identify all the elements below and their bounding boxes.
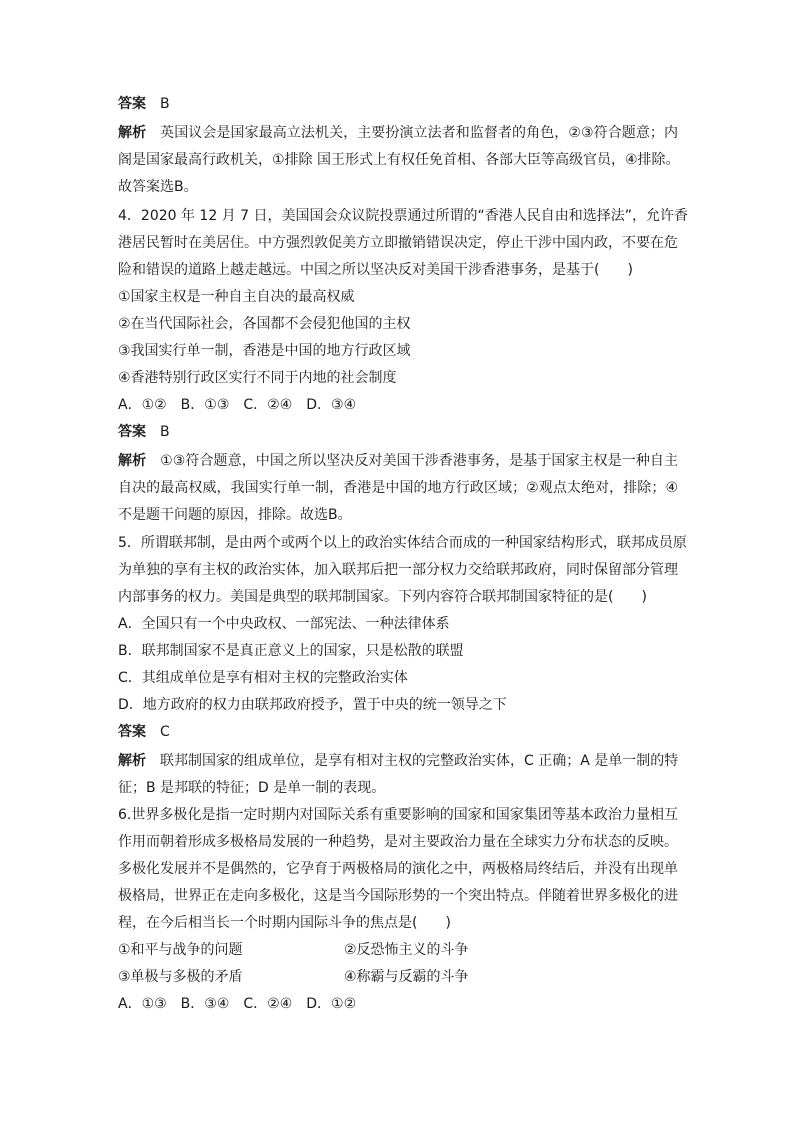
question-6-text: 程，在今后相当长一个时期内国际斗争的焦点是( ) [118, 915, 451, 931]
question-5-text: 为单独的享有主权的政治实体，加入联邦后把一部分权力交给联邦政府，同时保留部分管理 [118, 562, 678, 578]
answer-value: B [160, 424, 170, 440]
question-4-text: 港居民暂时在美居住。中方强烈敦促美方立即撤销错误决定，停止干涉中国内政，不要在危 [118, 235, 678, 251]
answer-label: 答案 [118, 96, 146, 112]
question-5-option: D．地方政府的权力由联邦政府授予，置于中央的统一领导之下 [118, 697, 507, 713]
explanation-text: ①③符合题意，中国之所以坚决反对美国干涉香港事务，是基于国家主权是一种自主 [160, 453, 678, 469]
explanation-line [118, 124, 678, 142]
question-5-option: C．其组成单位是享有相对主权的完整政治实体 [118, 670, 408, 686]
explanation-label: 解析 [118, 125, 147, 141]
explanation-text: 英国议会是国家最高立法机关，主要扮演立法者和监督者的角色，②③符合题意；内 [160, 125, 678, 141]
explanation-label: 解析 [118, 753, 146, 769]
explanation-label: 解析 [118, 453, 147, 469]
question-5-text: 5．所谓联邦制，是由两个或两个以上的政治实体结合而成的一种国家结构形式，联邦成员原 [118, 535, 687, 551]
question-6-option: ③单极与多极的矛盾 [118, 969, 243, 985]
explanation-line [118, 452, 678, 470]
question-6-option-row [118, 968, 469, 986]
question-6-text: 6.世界多极化是指一定时期内对国际关系有重要影响的国家和国家集团等基本政治力量相互 [118, 807, 678, 823]
explanation-line: 征；B 是邦联的特征；D 是单一制的表现。 [118, 780, 386, 796]
question-6-text: 作用而朝着形成多极格局发展的一种趋势，是对主要政治力量在全球实力分布状态的反映。 [118, 834, 678, 850]
question-6-option: ①和平与战争的问题 [118, 942, 243, 958]
question-5-text: 内部事务的权力。美国是典型的联邦制国家。下列内容符合联邦制国家特征的是( ) [118, 589, 647, 605]
answer-label: 答案 [118, 424, 146, 440]
question-6-text: 极格局，世界正在走向多极化，这是当今国际形势的一个突出特点。伴随着世界多极化的进 [118, 888, 678, 904]
explanation-line: 阁是国家最高行政机关，①排除 国王形式上有权任免首相、各部大臣等高级官员，④排除。 [118, 152, 680, 168]
question-4-option: ①国家主权是一种自主自决的最高权威 [118, 289, 355, 305]
question-6-choices: A．①③ B．③④ C．②④ D．①② [118, 996, 357, 1012]
question-4-text: 险和错误的道路上越走越远。中国之所以坚决反对美国干涉香港事务，是基于( ) [118, 262, 633, 278]
question-5-option: B．联邦制国家不是真正意义上的国家，只是松散的联盟 [118, 643, 464, 659]
question-4-option: ④香港特别行政区实行不同于内地的社会制度 [118, 370, 397, 386]
answer-label: 答案 [118, 724, 146, 740]
explanation-line: 故答案选B。 [118, 179, 198, 195]
question-4-option: ③我国实行单一制，香港是中国的地方行政区域 [118, 343, 411, 359]
explanation-line: 自决的最高权威，我国实行单一制，香港是中国的地方行政区域；②观点太绝对，排除；④ [118, 480, 678, 496]
question-6-option: ④称霸与反霸的斗争 [344, 969, 469, 985]
explanation-line: 不是题干问题的原因，排除。故选B。 [118, 507, 352, 523]
answer-value: B [160, 96, 170, 112]
question-4-option: ②在当代国际社会，各国都不会侵犯他国的主权 [118, 316, 411, 332]
question-4-choices: A．①② B．①③ C．②④ D．③④ [118, 397, 357, 413]
explanation-line [118, 752, 678, 770]
answer-line [118, 723, 170, 741]
question-6-option-row [118, 941, 469, 959]
question-6-option: ②反恐怖主义的斗争 [344, 942, 469, 958]
answer-line [118, 95, 170, 113]
question-6-text: 多极化发展并不是偶然的，它孕育于两极格局的演化之中，两极格局终结后，并没有出现单 [118, 861, 678, 877]
answer-value: C [160, 724, 170, 740]
question-5-option: A．全国只有一个中央政权、一部宪法、一种法律体系 [118, 616, 450, 632]
answer-line [118, 423, 170, 441]
question-4-text: 4．2020 年 12 月 7 日，美国国会众议院投票通过所谓的“香港人民自由和选择法”，允许香 [118, 208, 689, 224]
explanation-text: 联邦制国家的组成单位，是享有相对主权的完整政治实体，C 正确；A 是单一制的特 [160, 753, 679, 769]
